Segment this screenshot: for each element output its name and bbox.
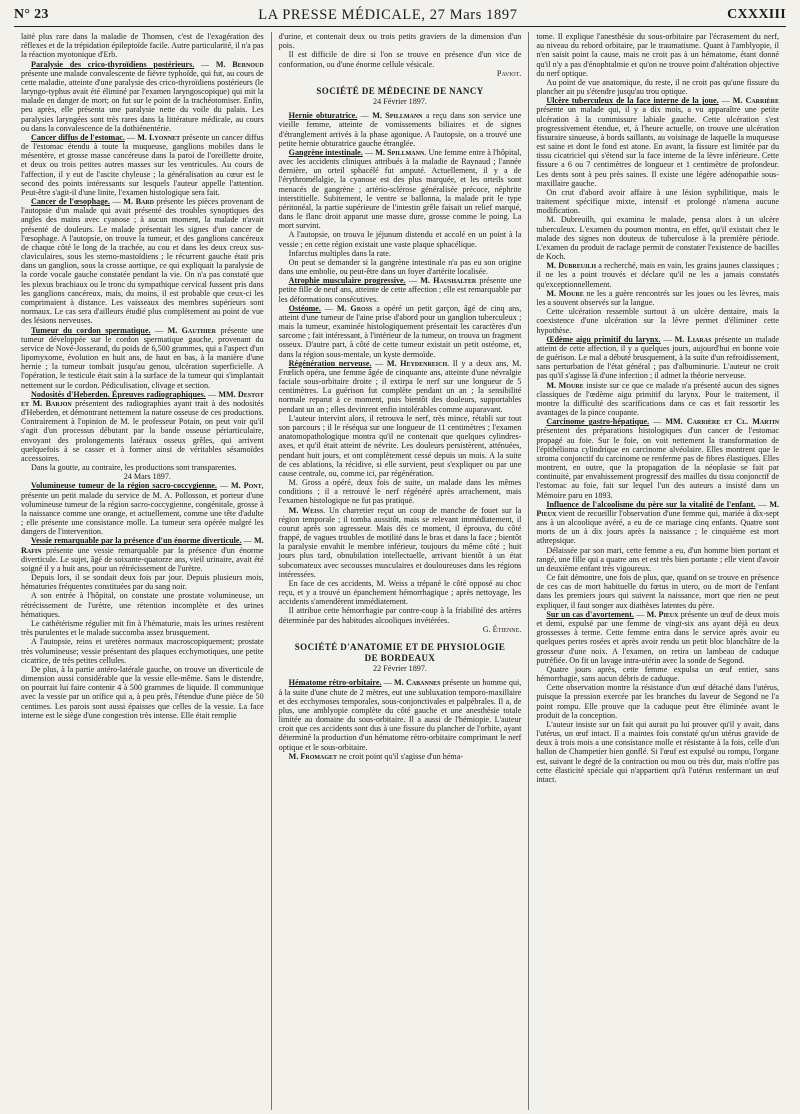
paragraph: L'auteur insiste sur un fait qui aurait pu lui prouver qu'il y avait, dans l'utérus, un œuf intact. Il a maintes fois constaté qu'un utérus gravide de deux à trois mois a une consistance molle et résistante à la fois, celle d'un ballon de Champetier bien gonflé. Si l'œuf est expulsé ou rompu, l'organe est, suivant le degré de la contraction ou mou ou très dur, mais n'offre pas cette élasticité spéciale qui n'appartient qu'à l'utérus renfermant un œuf intact.	[536, 719, 780, 784]
article: M. Moure insiste sur ce que ce malade n'a présenté aucun des signes classiques de l'œdème aigu primitif du larynx. Pour le traitement, il montre la difficulté des scarifications dans ce cas et fait ressortir les avantages de la pince coupante.	[536, 380, 780, 418]
article: Cancer diffus de l'estomac. — M. Lyonnet présente un cancer diffus de l'estomac étendu à toute la muqueuse, ganglions mobiles dans le mésentère, et grosse masse cancéreuse dans la paroi de l'oreillette droite, et deux ou trois petites autres masses sur les ventricules. Au cours de l'affection, il y eut de l'ascite chyleuse ; la généralisation au cœur est le second des points intéressants sur lesquels l'auteur appelle l'attention. Peut-être s'agit-il d'une linite, l'examen histologique sera fait.	[21, 132, 264, 197]
section-title: SOCIÉTÉ D'ANATOMIE ET DE PHYSIOLOGIE	[294, 641, 506, 652]
session-date: 22 Février 1897.	[373, 664, 427, 674]
session-date: 24 Février 1897.	[373, 96, 427, 106]
article: Nodosités d'Heberden. Épreuves radiographiques. — MM. Destot et M. Barjon présentent des radiographies ayant trait à des nodosités d'Heberden, et démontrant nettement la nature osseuse de ces productions. Contrairement à l'opinion de M. le professeur Potain, on peut voir qu'il s'agit d'un processus débutant par la bande osseuse périarticulaire, envoyant des prolongements latéraux osseux grêles, qui arrivent quelquefois à se casser et à former ainsi de véritables sésamoïdes accessoires.	[21, 389, 264, 463]
paragraph: tome. Il explique l'anesthésie du sous-orbitaire par l'écrasement du nerf, au niveau du rebord orbitaire, par le traumatisme. Quant à l'amblyopie, il n'en saisit point la cause, mais ne croit pas à un hématome, étant donné qu'il n'y a pas d'énophtalmie et qu'on ne trouve point d'altération objective du nerf optique.	[536, 32, 780, 78]
article: Carcinome gastro-hépatique. — MM. Carrière et Cl. Martin présentent des préparations histologiques d'un cancer de l'estomac propagé au foie. Sur le foie, on voit nettement la transformation de l'épithélioma cylindrique en carcinome alvéolaire. Elles montrent que le stroma conjonctif du carcinome ne renferme pas de fibres élastiques. Elles montrent, en outre, que la propagation de la néoplasie se fait par continuité, par envahissement progressif des mailles du tissu conjonctif de l'estomac au foie, fait sur lequel l'un des auteurs a insisté dans un Mémoire paru en 1893.	[536, 417, 780, 500]
paragraph: Depuis lors, il se sondait deux fois par jour. Depuis plusieurs mois, hématuries fréquentes constituées par du sang noir.	[21, 573, 264, 592]
paragraph: M. Dubreuilh, qui examina le malade, pensa alors à un ulcère tuberculeux. L'examen du poumon montra, en effet, qu'il existait chez le malade des signes non douteux de tuberculose à la première période. L'examen du produit de raclage permit de constater l'existence de bacilles de Koch.	[536, 215, 780, 262]
paragraph: M. Gross a opéré, deux fois de suite, un malade dans les mêmes conditions ; il a retrouvé le nerf régénéré après arrachement, mais l'examen histologique ne fut pas pratiqué.	[278, 478, 522, 506]
author-signature: G. Étienne.	[482, 624, 522, 634]
issue-number: N° 23	[14, 7, 49, 22]
paragraph: L'auteur intervint alors, il retrouva le nerf, très mince, rétabli sur tout son parcours ; il le réséqua sur une longueur de 11 centimètres ; l'examen anatomopathologique montra qu'il ne contenait que quelques cylindres-axes, et qu'il était atteint de névrite. Les douleurs persistèrent, atténuées, pendant huit jours, et ont complètement cessé depuis un mois. A la suite de ces ablations, la récidive, si elle survient, peut s'expliquer ou par une cause centrale, ou, comme ici, par régénération.	[278, 413, 522, 478]
paragraph: A l'autopsie, on trouva le jéjunum distendu et accolé en un point à la vessie ; en cette région existait une vaste plaque sphacélique.	[278, 230, 522, 249]
column-1	[14, 32, 271, 1110]
article: Régénération nerveuse. — M. Heydenreich. Il y a deux ans, M. Frœlich opéra, une femme âgée de cinquante ans, atteinte d'une névralgie faciale sous-orbitaire droite ; il extirpa le nerf sur une longueur de 5 centimètres. La guérison fut complète pendant un an ; la sensibilité normale reparut à ce moment, puis bientôt des douleurs, supportables pendant un an ; elles devinrent enfin intolérables comme auparavant.	[278, 358, 522, 414]
article: Ostéome. — M. Gross a opéré un petit garçon, âgé de cinq ans, atteint d'une tumeur de l'aine prise d'abord pour un ganglion tuberculeux ; mais la tumeur, examinée histologiquement présentait les caractères d'un sarcome ; fait intéressant, à l'intérieur de la tumeur, on trouva un fragment osseux. D'autre part, à côté de cette tumeur existait un petit ostéome, et, dans la région sous-mentale, un kyste dermoïde.	[278, 303, 522, 359]
article: M. Fromaget ne croit point qu'il s'agisse d'un héma-	[288, 751, 464, 761]
text-columns	[14, 32, 786, 1110]
section-subtitle: DE BORDEAUX	[364, 653, 436, 664]
article: Gangrène intestinale. — M. Spillmann. Une femme entre à l'hôpital, avec les accidents cliniques attribués à la maladie de Raynaud ; l'année dernière, un orteil sphacélé fut amputé. Actuellement, il y a de l'érythromélalgie, la cyanose est des plus marquée, et les orteils sont menacés de gangrène ; artério-sclérose généralisée précoce, néphrite interstitielle. Subitement, le ventre se ballonna, la malade prit le type péritonéal, la partie supérieure de l'intestin grêle faisait un relief marqué, dans le flanc droit apparut une masse dure, grosse comme le poing. La mort survint.	[278, 147, 522, 231]
article: Volumineuse tumeur de la région sacro-coccygienne. — M. Pont, présente un petit malade du service de M. A. Pollosson, et porteur d'une volumineuse tumeur de la région sacro-coccygienne, congénitale, grosse à la naissance comme une orange, et actuellement, comme une tête d'adulte ; elle présente une consistance molle. La tumeur sera opérée malgré les dangers de l'intervention.	[21, 481, 264, 537]
article: Paralysie des crico-thyroïdiens postérieurs. — M. Bernoud présente une malade convalescente de fièvre typhoïde, qui fut, au cours de cette maladie, atteinte d'une paralysie des crico-thyroïdiens postérieurs (le laryngo-typhus avait été éliminé par l'examen laryngoscopique) qui mit la malade en danger de mort; on fut sur le point de la trachéotomiser. Enfin, peu après, elle présenta une paralysie nette du voile du palais. Les paralysies laryngées sont très rares dans la littérature médicale, au cours ou dans la convalescence de la dothiénentérie.	[21, 59, 264, 133]
page-header	[14, 4, 786, 27]
article: Sur un cas d'avortement. — M. Pieux présente un œuf de deux mois et demi, expulsé par une femme de vingt-six ans ayant déjà eu deux grossesses à terme. Cette femme entra dans le service après avoir eu quelques pertes rosées et après avoir rendu un petit bloc blanchâtre de la grosseur d'une noix. A l'examen, on retira un lambeau de caduque putréfiée. On fit un lavage intra-utérin avec la sonde de Segond.	[536, 609, 780, 665]
paragraph: Dans la goutte, au contraire, les productions sont transparentes.	[31, 463, 237, 473]
article: M. Moure ne les a guère rencontrés sur les joues ou les lèvres, mais les a souvent observés sur la langue.	[536, 288, 779, 307]
article: Influence de l'alcoolisme du père sur la vitalité de l'enfant. — M. Pieux vient de recueillir l'observation d'une femme qui, mariée à dix-sept ans à un alcoolique avéré, a eu de ce mariage cinq enfants. Quatre sont morts de un à dix jours après la naissance ; le cinquième est mort athrepsique.	[536, 499, 780, 546]
journal-title: LA PRESSE MÉDICALE, 27 Mars 1897	[258, 6, 518, 23]
paragraph: On peut se demander si la gangrène intestinale n'a pas eu son origine dans une embolie, ou peut-être dans un foyer d'artérite localisée.	[278, 257, 522, 277]
paragraph: Cette observation montre la résistance d'un œuf détaché dans l'utérus, puisque la pression exercée par les branches du laveur de Segond ne l'a point rompu. Elle prouve que la caduque peut être éliminée avant le produit de la conception.	[536, 683, 780, 720]
paragraph: En face de ces accidents, M. Weiss a trépané le côté opposé au choc reçu, et y a trouvé un épanchement hémorrhagique ; après nettoyage, les accidents s'amendèrent immédiatement.	[278, 578, 522, 607]
article: Tumeur du cordon spermatique. — M. Gauthier présente une tumeur développée sur le cordon spermatique gauche, provenant du service de Nové-Josserand, du poids de 6,500 grammes, qui a l'aspect d'un lipomyxome, évolution en huit ans, de haut en bas, à la manière d'une hernie ; la tumeur tombait jusqu'au genou, ulcération superficielle. A l'opération, le testicule était sain à la surface de la tumeur qui s'implantait nettement sur le cordon. Pédiculisation, clivage et section.	[21, 325, 264, 390]
paragraph: Au point de vue anatomique, du reste, il ne croit pas qu'une fissure du plancher ait pu s'étendre jusqu'au trou optique.	[536, 77, 780, 97]
paragraph: Il est difficile de dire si l'on se trouve en présence d'un vice de conformation, ou d'une énorme cellule vésicale.	[278, 50, 522, 69]
article: Atrophie musculaire progressive. — M. Haushalter présente une petite fille de neuf ans, atteinte de cette affection ; elle est remarquable par les déformations consécutives.	[278, 276, 522, 304]
article: Hernie obturatrice. — M. Spillmann a reçu dans son service une vieille femme, atteinte de vomissements biliaires et de signes d'étranglement arrivés à la phase agonique. A l'autopsie, on a trouvé une petite hernie obturatrice gauche étranglée.	[278, 111, 522, 148]
article: M. Weiss. Un charretier reçut un coup de manche de fouet sur la région temporale ; il tomba aussitôt, mais se relevant immédiatement, il courut après son agresseur. Mais dès ce moment, il éprouva, du côté frappé, de vagues troubles de motilité dans le bras et dans la face ; bientôt la paralysie envahit le membre inférieur, toujours du même côté ; huit jours plus tard, obnubilation intellectuelle, arrivant bientôt à un état subcomateux avec secousses musculaires et douloureuses dans les régions intéressées.	[278, 505, 522, 579]
paragraph: Il attribue cette hémorrhagie par contre-coup à la friabilité des artères déterminée par des habitudes alcooliques invétérées.	[278, 606, 522, 625]
paragraph: A son entrée à l'hôpital, on constate une prostate volumineuse, un rétrécissement de l'urètre, une rétention incomplète et des urines hématiques.	[21, 591, 264, 619]
paragraph: Infarctus multiples dans la rate.	[288, 248, 391, 258]
paragraph: Ce fait démontre, une fois de plus, que, quand on se trouve en présence de ces cas de mort habituelle du fœtus in utero, ou de mort de l'enfant dans les premiers jours qui suivent la naissance, mort que rien ne peut expliquer, il faut songer aux diathèses latentes du père.	[536, 573, 780, 610]
paragraph: On crut d'abord avoir affaire à une lésion syphilitique, mais le traitement spécifique mixte, intensif et prolongé n'amena aucune modification.	[536, 187, 780, 216]
paragraph: laité plus rare dans la maladie de Thomsen, c'est de l'exagération des réflexes et de la trépidation épileptoïde facile. Autre particularité, il n'a pas la réaction myotonique d'Erb.	[21, 32, 264, 60]
column-2	[271, 32, 529, 1110]
paragraph: A l'autopsie, reins et uretères normaux macroscopiquement; prostate très volumineuse; vessie présentant des plaques ecchymotiques, une petite cicatrice, de très petites cellules.	[21, 637, 264, 665]
article: Cancer de l'œsophage. — M. Bard présente les pièces provenant de l'autopsie d'un malade qui avait présenté des troubles synoptiques des angles des mains avec cyanose ; à aucun moment, la malade n'avait présenté de douleurs. Le malade présentait les signes d'un cancer de l'œsophage. A l'autopsie, on trouve la tumeur, et des ganglions cancéreux de chaque côté le long de la trachée, au cou et dans les deux creux sus-claviculaires, sous les sterno-mastoïdiens ; le récurrent gauche était pris dans un ganglion, sous la crosse aortique, ce qui expliquait la paralysie de la corde vocale gauche constatée pendant la vie. On n'a pas constaté que les plexus brachiaux ou le tronc du sympathique cervical fussent pris dans les ganglions cancéreux, mais, du moins, il est probable que ceux-ci les comprimaient à distance. Les vaisseaux des membres supérieurs sont normaux. Le cas sera d'ailleurs étudié plus complètement au point de vue des lésions nerveuses.	[21, 197, 264, 326]
session-date: 24 Mars 1897.	[123, 472, 171, 482]
article: M. Dubreuilh a recherché, mais en vain, les grains jaunes classiques ; il ne les a point trouvés et déclare qu'il ne les a jamais constatés qu'exceptionnellement.	[536, 261, 780, 289]
page-number: CXXXIII	[727, 7, 786, 22]
paragraph: Cette ulcération ressemble surtout à un ulcère dentaire, mais la coexistence d'une ulcération sur la lèvre permet d'éliminer cette hypothèse.	[536, 307, 780, 335]
paragraph: De plus, à la partie antéro-latérale gauche, on trouve un diverticule de dimension aussi considérable que la vessie elle-même. Sans le distendre, on pourrait lui faire contenir 4 à 500 grammes de liquide. Il communique avec la vessie par un orifice qui a, à peu près, l'étendue d'une pièce de 50 centimes. Les parois sont aussi épaisses que celles de la vessie. La face interne est le siège d'une congestion très intense. Elle était remplie	[21, 664, 264, 720]
author-signature: Paviot.	[496, 68, 522, 78]
paragraph: d'urine, et contenait deux ou trois petits graviers de la dimension d'un pois.	[278, 32, 522, 51]
section-title: SOCIÉTÉ DE MÉDECINE DE NANCY	[316, 85, 484, 96]
article: Hématome rétro-orbitaire. — M. Cabannes présente un homme qui, à la suite d'une chute de 2 mètres, eut une subluxation temporo-maxillaire et des ecchymoses temporales, sous-conjonctivales et palpébrales. Il a, de plus, une amblyopie complète du côté gauche et une anesthésie totale limitée au domaine du sous-orbitaire. Il a aussi de l'hémiopie. L'auteur croit que ces accidents sont dus à une fissure du plancher de l'orbite, ayant déterminé la production d'un hématome rétro-orbitaire comprimant le nerf optique et le sous-orbitaire.	[278, 678, 522, 752]
column-3	[528, 32, 786, 1110]
paragraph: Délaissée par son mari, cette femme a eu, d'un homme bien portant et rangé, une fille qui a quatre ans et est très bien portante ; elle vient d'avoir un deuxième enfant très vigoureux.	[536, 545, 780, 573]
paragraph: Le cathétérisme régulier mit fin à l'hématurie, mais les urines restèrent très purulentes et le malade succomba assez brusquement.	[21, 619, 264, 638]
article: Ulcère tuberculeux de la face interne de la joue. — M. Carrière présente un malade qui, il y a dix mois, a vu apparaître une petite ulcération à la commissure labiale gauche. Cette ulcération s'est progressivement étendue, et, à l'heure actuelle, on trouve une ulcération fissuraire sinueuse, à bords saillants, au voisinage de laquelle la muqueuse est saine et dont le fond est atone. En avant, la fissure est limitée par du tissu cicatriciel qui s'étend sur la face interne de la lèvre inférieure. Cette fissure a 6 ou 7 centimètres de longueur et 1 centimètre de profondeur. Les dents sont à peu près saines. Il existe une légère adénopathie sous-maxillaire gauche.	[536, 96, 780, 188]
article: Œdème aigu primitif du larynx. — M. Liaras présente un malade atteint de cette affection, il y a quelques jours, aujourd'hui en bonne voie de guérison. Le mal a débuté brusquement, à la suite d'un refroidissement, sans perturbation de l'état général ; pas d'albuminurie. L'auteur ne croit pas qu'il s'agisse là d'une infection ; il admet la théorie nerveuse.	[536, 334, 780, 381]
paragraph: Quatre jours après, cette femme expulsa un œuf entier, sans hémorrhagie, sans aucun débris de caduque.	[536, 664, 780, 684]
article: Vessie remarquable par la présence d'un énorme diverticule. — M. Rafin présente une vessie remarquable par la présence d'un énorme diverticule. Le sujet, âgé de soixante-quatorze ans, vieil urinaire, avait été soigné il y a huit ans, pour un rétrécissement de l'urètre.	[21, 536, 264, 573]
